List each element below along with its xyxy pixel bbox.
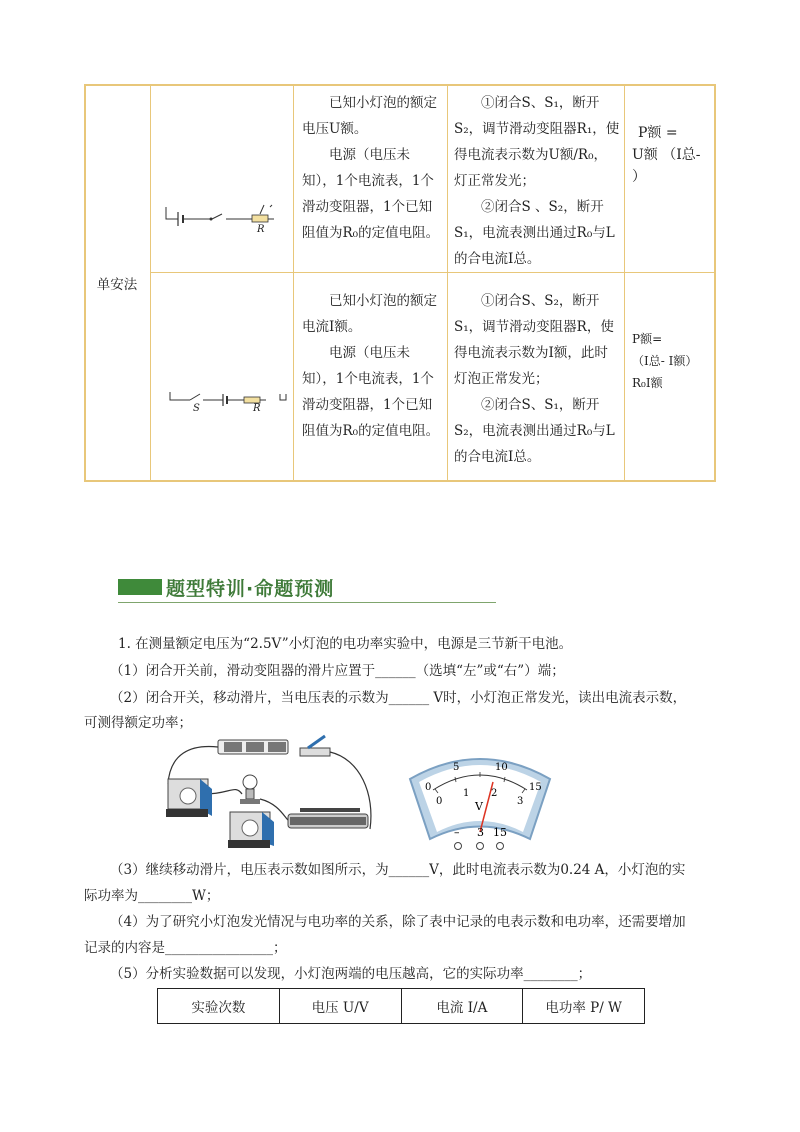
header-current: 电流 I/A — [402, 989, 524, 1023]
resistor-label-1: R — [257, 224, 265, 235]
header-voltage: 电压 U/V — [280, 989, 402, 1023]
resistor-label-2: R — [253, 403, 261, 414]
upper-scale-0: 0 — [425, 782, 432, 793]
row2-steps — [454, 288, 620, 470]
data-table — [157, 988, 645, 1024]
row2-step-1: ①闭合S、S₂，断开S₁，调节滑动变阻器R，使得电流表示数为I额，此时灯泡正常发光； — [454, 293, 614, 387]
voltmeter-unit: V — [475, 800, 483, 813]
row1-steps — [454, 90, 620, 272]
row2-step-2: ②闭合S、S₁，断开S₂，电流表测出通过R₀与L的合电流I总。 — [454, 397, 615, 465]
lower-scale-3: 3 — [517, 796, 524, 807]
question-4-line-2: 记录的内容是________________； — [84, 940, 287, 956]
row2-conditions — [302, 288, 442, 444]
question-5: （5）分析实验数据可以发现，小灯泡两端的电压越高，它的实际功率________； — [110, 966, 592, 982]
upper-scale-15: 15 — [529, 782, 542, 793]
row1-formula-line-1: P额 = — [638, 125, 678, 141]
row2-formula — [632, 328, 712, 394]
question-3-line-1: （3）继续移动滑片，电压表示数如图所示，为______V，此时电流表示数为0.24 A，小灯泡的实 — [110, 862, 686, 878]
question-stem: 1. 在测量额定电压为“2.5V”小灯泡的电功率实验中，电源是三节新干电池。 — [118, 636, 573, 652]
row2-condition-equipment: 电源（电压未知），1个电流表，1个滑动变阻器，1个已知阻值为R₀的定值电阻。 — [302, 345, 440, 439]
terminal-15: 15 — [493, 826, 507, 839]
method-table — [84, 84, 716, 482]
upper-scale-5: 5 — [453, 762, 460, 773]
row2-formula-line-1: P额= — [632, 332, 663, 346]
row1-conditions — [302, 90, 442, 246]
lower-scale-2: 2 — [491, 788, 498, 799]
section-underline — [118, 602, 496, 603]
method-label: 单安法 — [96, 277, 138, 293]
row2-formula-line-2: （I总- I额） — [632, 354, 698, 368]
header-power: 电功率 P/ W — [545, 1000, 622, 1016]
terminal-3: 3 — [477, 826, 484, 839]
voltmeter-terminals — [450, 826, 520, 854]
row1-step-2: ②闭合S 、S₂，断开S₁，电流表测出通过R₀与L的合电流I总。 — [454, 199, 615, 267]
header-trial: 实验次数 — [158, 989, 280, 1023]
row1-condition-known: 已知小灯泡的额定电压U额。 — [302, 95, 437, 137]
question-4-line-1: （4）为了研究小灯泡发光情况与电功率的关系，除了表中记录的电表示数和电功率，还需要增加 — [110, 914, 686, 930]
circuit-diagram-2 — [168, 388, 298, 418]
question-2-line-2: 可测得额定功率； — [84, 715, 192, 731]
question-1: （1）闭合开关前，滑动变阻器的滑片应置于______（选填“左”或“右”）端； — [110, 663, 565, 679]
lower-scale-0: 0 — [436, 796, 443, 807]
experiment-apparatus-illustration — [160, 734, 380, 852]
circuit-diagram-1 — [164, 202, 284, 236]
switch-label-2: S — [193, 403, 200, 414]
section-header-bar — [118, 579, 162, 595]
row2-condition-known: 已知小灯泡的额定电流I额。 — [302, 293, 437, 335]
upper-scale-10: 10 — [495, 762, 508, 773]
row1-condition-equipment: 电源（电压未知），1个电流表，1个滑动变阻器，1个已知阻值为R₀的定值电阻。 — [302, 147, 440, 241]
question-2-line-1: （2）闭合开关，移动滑片，当电压表的示数为______ V时，小灯泡正常发光，读出电流表示数， — [110, 690, 687, 706]
question-3-line-2: 际功率为________W； — [84, 888, 220, 904]
row1-formula-line-3: ） — [632, 169, 646, 185]
row1-step-1: ①闭合S、S₁，断开S₂，调节滑动变阻器R₁，使得电流表示数为U额/R₀，灯正常发光； — [454, 95, 620, 189]
row1-formula-line-2: U额 （I总- — [632, 147, 701, 163]
row1-formula — [632, 122, 712, 188]
row2-formula-line-3: R₀I额 — [632, 376, 663, 390]
lower-scale-1: 1 — [463, 788, 470, 799]
section-title: 题型特训·命题预测 — [166, 578, 335, 600]
terminal-negative: – — [454, 826, 460, 839]
